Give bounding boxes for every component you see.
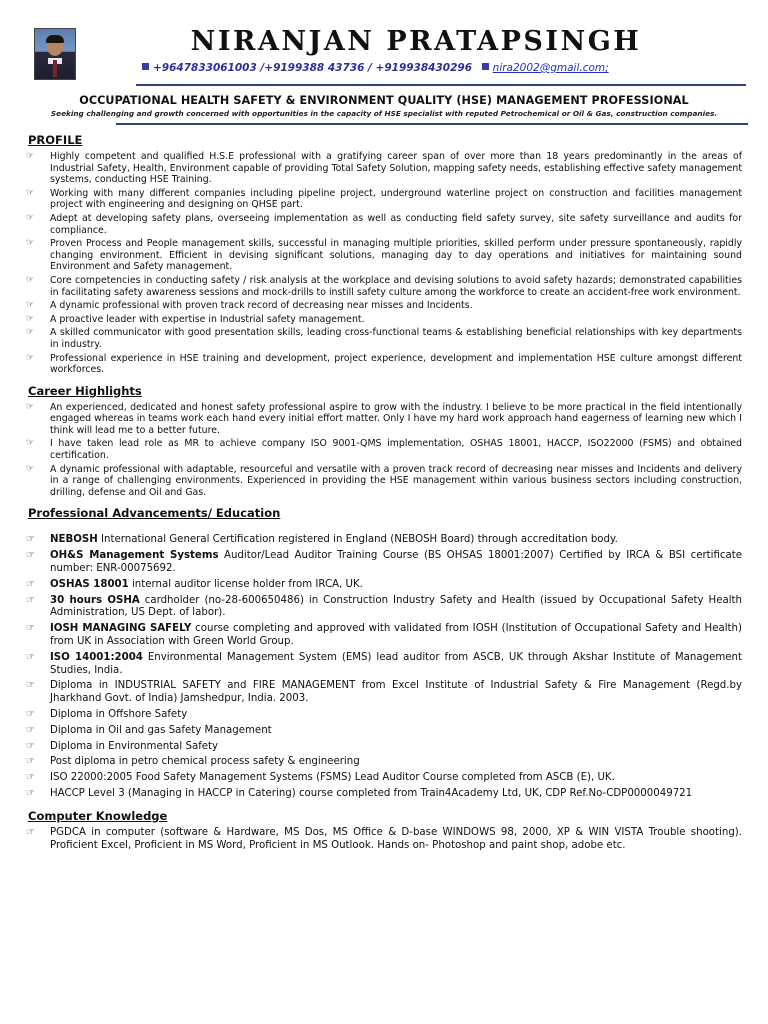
list-item-text: A dynamic professional with adaptable, resourceful and versatile with a proven track record of decreasing near misses and Incidents and delivery in a range of challenging environments. Experienced in providing the HSE management within various business sectors including construction, drilling, defense and Oil and Gas. (50, 463, 742, 498)
pointing-hand-icon: ☞ (26, 212, 35, 223)
list-item-text: Core competencies in conducting safety / risk analysis at the workplace and devising solutions to avoid safety hazards; demonstrated capabilities in facilitating safety awareness sessions and mock-drills to instill safety culture among the workforce to create an accident-free work environment. (50, 274, 742, 298)
square-bullet-icon (142, 63, 149, 70)
education-item-text: Auditor/Lead Auditor Training Course (BS OHSAS 18001:2007) Certified by IRCA & BSI certificate number: ENR-00075692. (50, 550, 742, 575)
education-item (26, 756, 742, 769)
education-item (26, 709, 742, 722)
education-item-text: cardholder (no-28-600650486) in Construction Industry Safety and Health (issued by Occupational Safety Health Administration, US Dept. of labor). (50, 594, 742, 619)
education-item-text: HACCP Level 3 (Managing in HACCP in Catering) course completed from Train4Academy Ltd, UK, CDP Ref.No-CDP0000049721 (50, 787, 693, 799)
education-item (26, 788, 742, 801)
career-heading: Career Highlights (28, 383, 142, 398)
computer-heading: Computer Knowledge (28, 808, 168, 823)
list-item (26, 464, 742, 499)
education-item-text: International General Certification registered in England (NEBOSH Board) through accreditation body. (97, 534, 618, 546)
education-item-text: Diploma in Oil and gas Safety Management (50, 724, 272, 736)
contact-line (142, 62, 682, 74)
certification-name: OH&S Management Systems (50, 550, 219, 562)
square-bullet-icon (482, 63, 489, 70)
pointing-hand-icon: ☞ (26, 826, 35, 838)
list-item (26, 327, 742, 350)
computer-list (26, 827, 742, 853)
profile-photo (34, 28, 76, 80)
pointing-hand-icon: ☞ (26, 594, 35, 606)
education-item-text: internal auditor license holder from IRCA, UK. (128, 578, 363, 590)
list-item (26, 353, 742, 376)
list-item (26, 188, 742, 211)
education-item (26, 725, 742, 738)
pointing-hand-icon: ☞ (26, 327, 35, 338)
certification-name: IOSH MANAGING SAFELY (50, 623, 192, 635)
pointing-hand-icon: ☞ (26, 724, 35, 736)
pointing-hand-icon: ☞ (26, 238, 35, 249)
list-item (26, 213, 742, 236)
pointing-hand-icon: ☞ (26, 772, 35, 784)
list-item-text: A proactive leader with expertise in Industrial safety management. (50, 313, 365, 325)
pointing-hand-icon: ☞ (26, 274, 35, 285)
education-item (26, 550, 742, 576)
career-list (26, 402, 742, 499)
list-item (26, 402, 742, 437)
pointing-hand-icon: ☞ (26, 578, 35, 590)
list-item-text: Proven Process and People management skills, successful in managing multiple priorities, skilled perform under pressure spontaneously, rapidly changing environment. Efficient in devising significant solutions, managing day to day operations and initiatives for maintaining sound Environment and Safety management. (50, 238, 742, 273)
pointing-hand-icon: ☞ (26, 151, 35, 161)
list-item (26, 300, 742, 312)
email-link[interactable]: nira2002@gmail.com; (492, 62, 609, 74)
certification-name: 30 hours OSHA (50, 594, 140, 606)
pointing-hand-icon: ☞ (26, 438, 35, 449)
certification-name: ISO 14001:2004 (50, 651, 143, 663)
education-item (26, 772, 742, 785)
objective-tagline: Seeking challenging and growth concerned with opportunities in the capacity of HSE specialist with reputed Petrochemical or Oil & Gas, construction companies. (50, 109, 718, 118)
title-divider (116, 123, 748, 125)
education-item (26, 595, 742, 621)
education-heading: Professional Advancements/ Education (28, 506, 281, 521)
list-item (26, 827, 742, 853)
list-item (26, 438, 742, 461)
list-item (26, 238, 742, 273)
professional-title: OCCUPATIONAL HEALTH SAFETY & ENVIRONMENT QUALITY (HSE) MANAGEMENT PROFESSIONAL (79, 94, 689, 107)
candidate-name: NIRANJAN PRATAPSINGH (190, 26, 642, 57)
certification-name: OSHAS 18001 (50, 578, 129, 590)
education-item-text: Post diploma in petro chemical process safety & engineering (50, 756, 360, 768)
pointing-hand-icon: ☞ (26, 756, 35, 768)
list-item (26, 151, 742, 186)
education-item-text: Diploma in Offshore Safety (50, 709, 188, 720)
resume-header (26, 0, 742, 84)
pointing-hand-icon: ☞ (26, 740, 35, 752)
pointing-hand-icon: ☞ (26, 401, 35, 412)
list-item-text: Working with many different companies including pipeline project, underground waterline project on construction and facilities management project with engineering and designing on QHSE part. (50, 187, 742, 211)
pointing-hand-icon: ☞ (26, 534, 35, 546)
list-item-text: A dynamic professional with proven track record of decreasing near misses and Incidents. (50, 300, 473, 312)
education-list (26, 534, 742, 800)
certification-name: NEBOSH (50, 534, 98, 546)
list-item-text: Adept at developing safety plans, overseeing implementation as well as conducting field safety survey, site safety surveillance and audits for compliance. (50, 212, 742, 236)
pointing-hand-icon: ☞ (26, 300, 35, 311)
education-item (26, 534, 742, 547)
list-item-text: I have taken lead role as MR to achieve company ISO 9001-QMS implementation, OSHAS 18001, HACCP, ISO22000 (FSMS) and obtained certification. (50, 438, 742, 462)
education-item-text: ISO 22000:2005 Food Safety Management Systems (FSMS) Lead Auditor Course completed from ASCB (E), UK. (50, 772, 615, 784)
list-item-text: An experienced, dedicated and honest safety professional aspire to grow with the industry. I believe to be more practical in the field intentionally engaged whereas in teams work each hand every initial effort matter. Only I have my hard work approach hand eagerness of learning new which I think will lead me to a better future. (50, 401, 742, 436)
list-item-text: Professional experience in HSE training and development, project experience, development and implementation HSE culture amongst different workforces. (50, 352, 742, 376)
list-item-text: Highly competent and qualified H.S.E professional with a gratifying career span of over more than 18 years predominantly in the areas of Industrial Safety, Health, Environment capable of providing Total Safety Solution, mapping safety needs, establishing effective safety management systems, conducting HSE Training. (50, 151, 742, 186)
phone-numbers: +9647833061003 /+9199388 43736 / +919938430296 (153, 62, 473, 74)
education-item (26, 623, 742, 649)
pointing-hand-icon: ☞ (26, 313, 35, 324)
education-item (26, 680, 742, 706)
education-item-text: Environmental Management System (EMS) lead auditor from ASCB, UK through Akshar Institute of Management Studies, India. (50, 651, 742, 676)
list-item-text: A skilled communicator with good presentation skills, leading cross-functional teams & establishing beneficial relationships with key departments in industry. (50, 327, 742, 350)
pointing-hand-icon: ☞ (26, 709, 35, 720)
education-item (26, 741, 742, 754)
education-item-text: Diploma in INDUSTRIAL SAFETY and FIRE MANAGEMENT from Excel Institute of Industrial Safety & Fire Management (Regd.by Jharkhand Govt. of India) Jamshedpur, India. 2003. (50, 680, 742, 705)
list-item-text: PGDCA in computer (software & Hardware, MS Dos, MS Office & D-base WINDOWS 98, 2000, XP & WIN VISTA Trouble shooting). Proficient Excel, Proficient in MS Word, Proficient in MS Outlook. Hands on- Photoshop and paint shop, adobe etc. (50, 826, 742, 851)
pointing-hand-icon: ☞ (26, 623, 35, 635)
list-item (26, 275, 742, 298)
education-item (26, 652, 742, 678)
pointing-hand-icon: ☞ (26, 651, 35, 663)
profile-list (26, 151, 742, 376)
list-item (26, 314, 742, 326)
pointing-hand-icon: ☞ (26, 550, 35, 562)
pointing-hand-icon: ☞ (26, 787, 35, 799)
education-item-text: Diploma in Environmental Safety (50, 740, 219, 752)
pointing-hand-icon: ☞ (26, 463, 35, 474)
pointing-hand-icon: ☞ (26, 680, 35, 692)
education-item (26, 579, 742, 592)
header-divider (136, 84, 746, 86)
profile-heading: PROFILE (28, 133, 83, 147)
title-block (26, 94, 742, 125)
pointing-hand-icon: ☞ (26, 352, 35, 363)
education-item-text: course completing and approved with validated from IOSH (Institution of Occupational Safety and Health) from UK in Association with Green World Group. (50, 623, 742, 648)
pointing-hand-icon: ☞ (26, 187, 35, 198)
